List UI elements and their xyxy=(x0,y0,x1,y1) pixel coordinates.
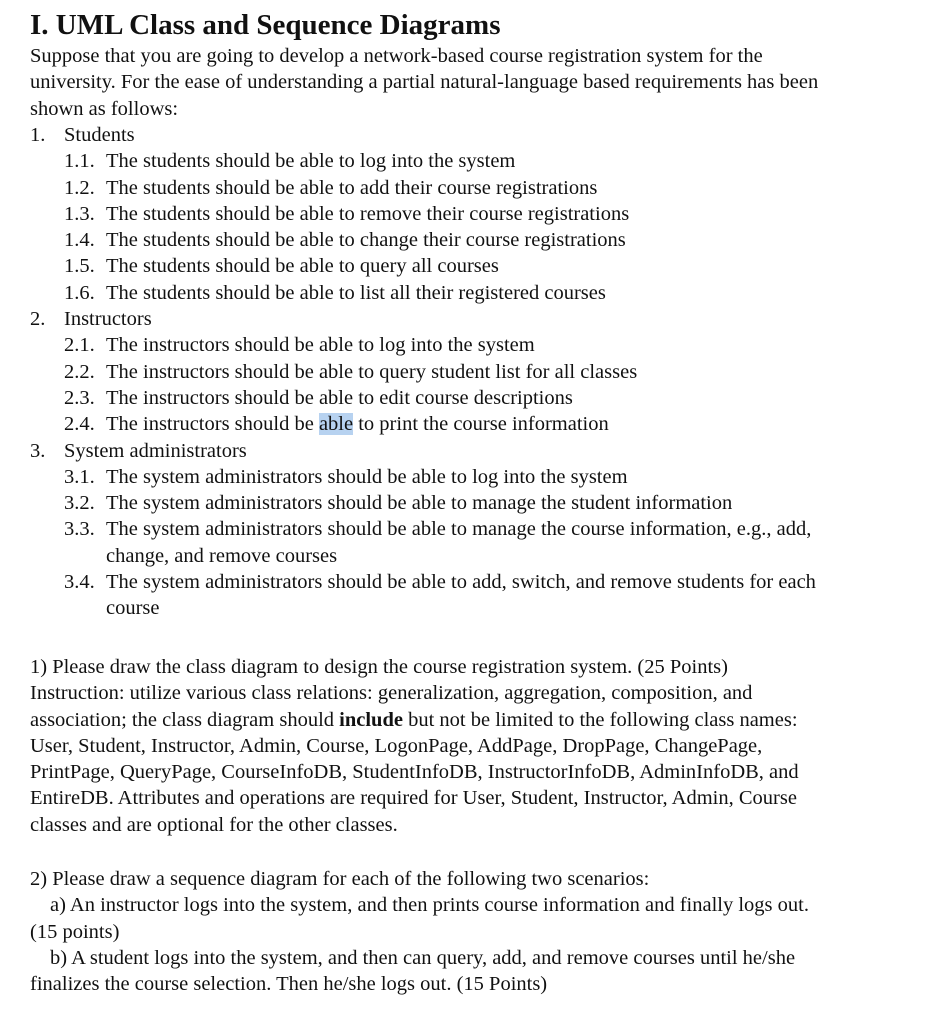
requirement-item xyxy=(30,280,920,306)
bold-keyword: include xyxy=(339,708,403,731)
item-number: 2.3. xyxy=(64,386,95,409)
selected-text-highlight[interactable]: able xyxy=(318,413,354,436)
section-heading-instructors xyxy=(30,306,920,332)
item-text: The students should be able to log into the system xyxy=(106,150,516,173)
item-text: The students should be able to change their course registrations xyxy=(106,229,626,252)
item-text: The system administrators should be able to add, switch, and remove students for each xyxy=(106,571,816,594)
question-line: Instruction: utilize various class relations: generalization, aggregation, composition, and xyxy=(30,682,753,705)
requirements-list xyxy=(30,122,920,622)
scenario-b: b) A student logs into the system, and then can query, add, and remove courses until he/she xyxy=(50,946,796,969)
question-line: User, Student, Instructor, Admin, Course, LogonPage, AddPage, DropPage, ChangePage, xyxy=(30,734,763,757)
question-line: PrintPage, QueryPage, CourseInfoDB, StudentInfoDB, InstructorInfoDB, AdminInfoDB, and xyxy=(30,761,799,784)
item-text-after: to print the course information xyxy=(358,413,609,436)
question-line: 1) Please draw the class diagram to design the course registration system. (25 Points) xyxy=(30,656,728,678)
requirement-item xyxy=(30,464,920,490)
requirement-item xyxy=(30,175,920,201)
question-line xyxy=(30,707,920,733)
requirement-item xyxy=(30,359,920,385)
question-line: finalizes the course selection. Then he/she logs out. (15 Points) xyxy=(30,973,548,996)
item-text: The students should be able to list all their registered courses xyxy=(106,281,606,304)
requirement-item xyxy=(30,411,920,437)
section-number: 3. xyxy=(30,439,46,462)
requirement-item xyxy=(30,385,920,411)
item-number: 1.5. xyxy=(64,255,95,278)
item-number: 2.1. xyxy=(64,334,95,357)
question-text: but not be limited to the following class names: xyxy=(408,708,798,731)
item-number: 1.4. xyxy=(64,229,95,252)
question-text: association; the class diagram should xyxy=(30,708,335,731)
requirement-item xyxy=(30,201,920,227)
item-text: The students should be able to query all courses xyxy=(106,255,499,278)
requirement-item xyxy=(30,490,920,516)
item-text: The system administrators should be able to manage the student information xyxy=(106,492,733,515)
section-label: Instructors xyxy=(64,308,152,331)
item-text: The students should be able to add their course registrations xyxy=(106,176,598,199)
item-text: The instructors should be able to edit course descriptions xyxy=(106,386,573,409)
requirement-item xyxy=(30,148,920,174)
item-number: 3.2. xyxy=(64,492,95,515)
item-text: The instructors should be able to log into the system xyxy=(106,334,535,357)
question-line: 2) Please draw a sequence diagram for each of the following two scenarios: xyxy=(30,868,650,890)
requirement-item xyxy=(30,332,920,358)
section-number: 1. xyxy=(30,124,46,146)
item-text: The system administrators should be able to log into the system xyxy=(106,465,628,488)
section-heading-students xyxy=(30,122,920,148)
page-title: I. UML Class and Sequence Diagrams xyxy=(30,9,501,41)
requirement-item xyxy=(30,253,920,279)
intro-line: university. For the ease of understanding a partial natural-language based requirements has been xyxy=(30,71,819,94)
question-line: (15 points) xyxy=(30,920,120,943)
question-line: classes and are optional for the other classes. xyxy=(30,813,398,836)
requirement-item xyxy=(30,569,920,595)
section-heading-admins xyxy=(30,438,920,464)
item-number: 1.6. xyxy=(64,281,95,304)
item-text: The students should be able to remove their course registrations xyxy=(106,202,630,225)
item-number: 3.3. xyxy=(64,518,95,541)
requirement-item xyxy=(30,227,920,253)
item-continuation: course xyxy=(106,597,160,620)
item-number: 1.1. xyxy=(64,150,95,173)
item-text: The instructors should be able to query student list for all classes xyxy=(106,360,638,383)
intro-paragraph xyxy=(30,43,920,122)
item-number: 1.3. xyxy=(64,202,95,225)
section-label: Students xyxy=(64,124,135,146)
intro-line: Suppose that you are going to develop a network-based course registration system for the xyxy=(30,45,763,67)
question-line: EntireDB. Attributes and operations are required for User, Student, Instructor, Admin, Course xyxy=(30,787,797,810)
item-number: 2.2. xyxy=(64,360,95,383)
item-number: 2.4. xyxy=(64,413,95,436)
question-1 xyxy=(30,654,920,838)
scenario-a: a) An instructor logs into the system, and then prints course information and finally logs out. xyxy=(50,894,809,917)
item-text-before: The instructors should be xyxy=(106,413,314,436)
item-text: The system administrators should be able to manage the course information, e.g., add, xyxy=(106,518,812,541)
section-number: 2. xyxy=(30,308,46,331)
item-continuation: change, and remove courses xyxy=(106,544,338,567)
intro-line: shown as follows: xyxy=(30,97,179,120)
item-number: 1.2. xyxy=(64,176,95,199)
section-label: System administrators xyxy=(64,439,247,462)
requirement-item xyxy=(30,516,920,542)
item-number: 3.1. xyxy=(64,465,95,488)
question-2 xyxy=(30,866,920,997)
item-number: 3.4. xyxy=(64,571,95,594)
